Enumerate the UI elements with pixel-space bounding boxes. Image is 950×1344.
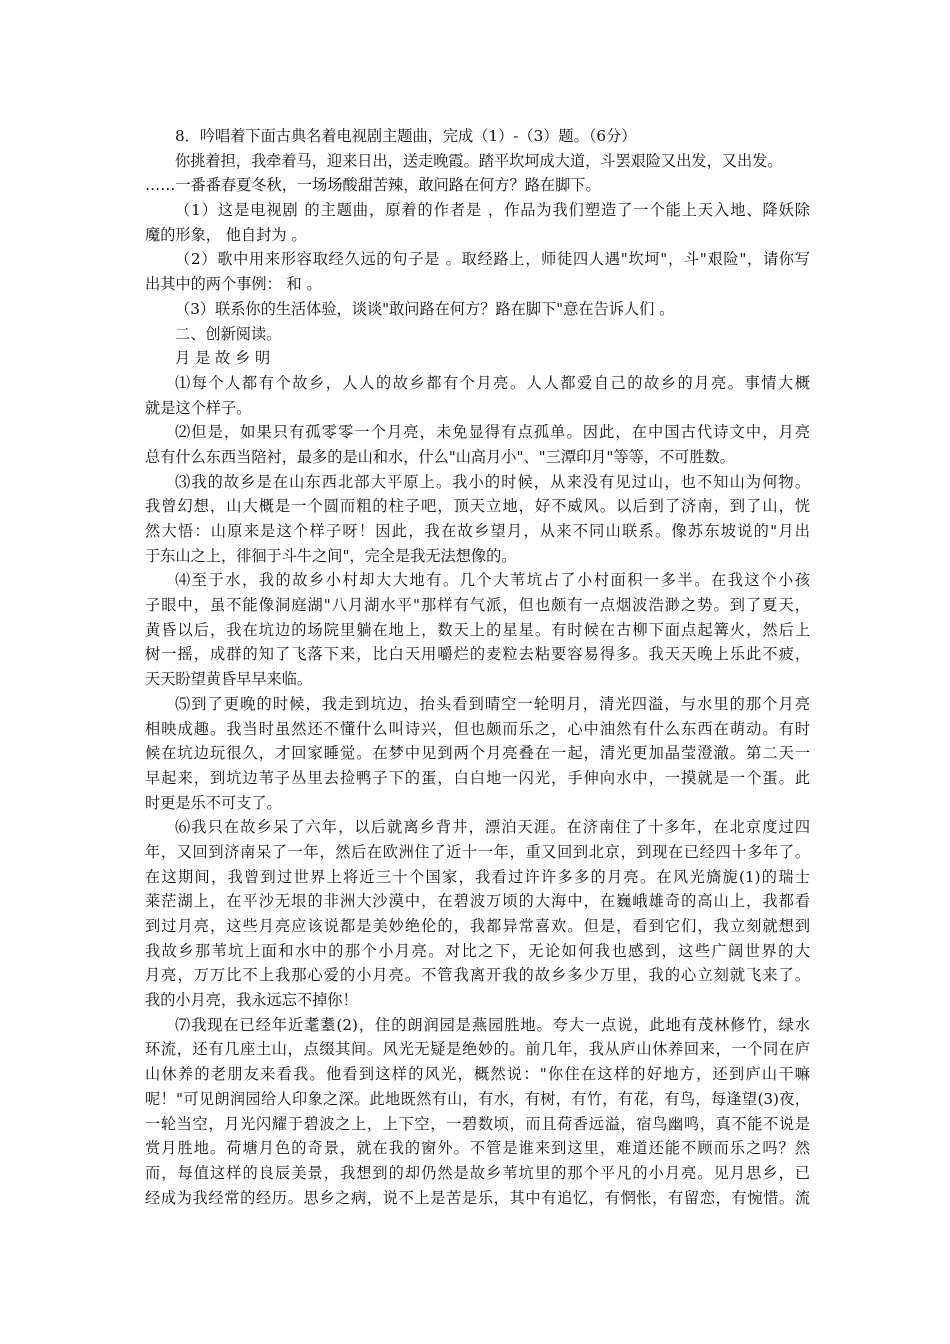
text-line: 环流，还有几座土山，点缀其间。风光无疑是绝妙的。前几年，我从庐山休养回来，一个同在庐 [145, 1040, 810, 1059]
text-line: 于东山之上，徘徊于斗牛之间"，完全是我无法想像的。 [145, 546, 517, 565]
text-line: 天天盼望黄昏早早来临。 [145, 670, 313, 689]
text-line: 在这期间，我曾到过世界上将近三十个国家，我看过许许多多的月亮。在风光旖旎(1)的瑞士 [145, 867, 810, 886]
text-line: 早起来，到坑边苇子丛里去捡鸭子下的蛋，白白地一闪光，手伸向水中，一摸就是一个蛋。此 [145, 768, 810, 787]
text-line: 莱茫湖上，在平沙无垠的非洲大沙漠中，在碧波万顷的大海中，在巍峨雄奇的高山上，我都看 [145, 892, 810, 911]
text-line: ⑷至于水，我的故乡小村却大大地有。几个大苇坑占了小村面积一多半。在我这个小孩 [175, 571, 810, 590]
text-line: 月 是 故 乡 明 [175, 349, 271, 368]
text-line: 魔的形象， 他自封为 。 [145, 225, 307, 244]
text-line: 月亮，万万比不上我那心爱的小月亮。不管我离开我的故乡多少万里，我的心立刻就飞来了。 [145, 966, 810, 985]
text-line: 而，每值这样的良辰美景，我想到的却仍然是故乡苇坑里的那个平凡的小月亮。见月思乡，已 [145, 1163, 810, 1182]
text-line: ……一番番春夏冬秋，一场场酸甜苦辣，敢问路在何方？路在脚下。 [145, 176, 601, 195]
text-line: 到过月亮，这些月亮应该说都是美妙绝伦的，我都异常喜欢。但是，看到它们，我立刻就想到 [145, 917, 810, 935]
text-line: 然大悟：山原来是这个样子呀！因此，我在故乡望月，从来不同山联系。像苏东坡说的"月出 [145, 522, 810, 540]
text-line: 子眼中，虽不能像洞庭湖"八月湖水平"那样有气派，但也颇有一点烟波浩渺之势。到了夏天， [145, 596, 810, 615]
text-line: ⑹我只在故乡呆了六年，以后就离乡背井，漂泊天涯。在济南住了十多年，在北京度过四 [175, 818, 810, 837]
text-line: 树一摇，成群的知了飞落下来，比白天用嚼烂的麦粒去粘要容易得多。我天天晚上乐此不疲， [145, 645, 810, 664]
text-line: 一轮当空，月光闪耀于碧波之上，上下空，一碧数顷，而且荷香远溢，宿鸟幽鸣，真不能不说是 [145, 1114, 810, 1133]
text-line: 年，又回到济南呆了一年，然后在欧洲住了近十一年，重又回到北京，到现在已经四十多年了。 [145, 842, 810, 861]
text-line: 相映成趣。我当时虽然还不懂什么叫诗兴，但也颇而乐之，心中油然有什么东西在萌动。有时 [145, 719, 810, 738]
text-line: 总有什么东西当陪衬，最多的是山和水，什么"山高月小"、"三潭印月"等等，不可胜数。 [145, 447, 735, 466]
text-line: 候在坑边玩很久，才回家睡觉。在梦中见到两个月亮叠在一起，清光更加晶莹澄澈。第二天一 [145, 744, 810, 763]
text-line: 就是这个样子。 [145, 398, 252, 417]
text-line: ⑵但是，如果只有孤零零一个月亮，未免显得有点孤单。因此，在中国古代诗文中，月亮 [175, 423, 810, 442]
text-line: ⑴每个人都有个故乡，人人的故乡都有个月亮。人人都爱自己的故乡的月亮。事情大概 [175, 373, 810, 392]
text-line: （2）歌中用来形容取经久远的句子是 。取经路上，师徒四人遇"坎坷"，斗"艰险"，请你写 [175, 250, 810, 269]
text-line: 山休养的老朋友来看我。他看到这样的风光，概然说："你住在这样的好地方，还到庐山干嘛 [145, 1065, 810, 1084]
text-line: ⑺我现在已经年近耄耋(2)，住的朗润园是燕园胜地。夸大一点说，此地有茂林修竹，绿水 [175, 1015, 810, 1034]
text-line: ⑶我的故乡是在山东西北部大平原上。我小的时候，从来没有见过山，也不知山为何物。 [175, 472, 810, 491]
text-line: 经成为我经常的经历。思乡之病，说不上是苦是乐，其中有追忆，有惘怅，有留恋，有惋惜。流 [145, 1188, 810, 1207]
text-line: 二、创新阅读。 [175, 324, 282, 343]
text-line: 出其中的两个事例： 和 。 [145, 275, 322, 294]
text-line: ⑸到了更晚的时候，我走到坑边，抬头看到晴空一轮明月，清光四溢，与水里的那个月亮 [175, 694, 810, 713]
text-line: 呢！"可见朗润园给人印象之深。此地既然有山，有水，有树，有竹，有花，有鸟，每逢望(3)夜， [145, 1089, 810, 1108]
text-line: 我的小月亮，我永远忘不掉你！ [145, 991, 358, 1010]
text-line: 我曾幻想，山大概是一个圆而粗的柱子吧，顶天立地，好不威风。以后到了济南，到了山，恍 [145, 497, 810, 516]
text-line: （3）联系你的生活体验，谈谈"敢问路在何方？路在脚下"意在告诉人们 。 [175, 299, 675, 318]
text-line: 赏月胜地。荷塘月色的奇景，就在我的窗外。不管是谁来到这里，难道还能不顾而乐之吗？然 [145, 1139, 810, 1158]
text-line: （1）这是电视剧 的主题曲，原着的作者是 ，作品为我们塑造了一个能上天入地、降妖除 [175, 201, 810, 220]
text-line: 时更是乐不可支了。 [145, 793, 282, 812]
text-line: 你挑着担，我牵着马，迎来日出，送走晚霞。踏平坎坷成大道，斗罢艰险又出发，又出发。 [175, 151, 783, 170]
text-line: 我故乡那苇坑上面和水中的那个小月亮。对比之下，无论如何我也感到，这些广阔世界的大 [145, 941, 810, 960]
text-line: 黄昏以后，我在坑边的场院里躺在地上，数天上的星星。有时候在古柳下面点起篝火，然后上 [145, 620, 810, 639]
document-page [145, 124, 810, 1210]
text-line: 8．吟唱着下面古典名着电视剧主题曲，完成（1）-（3）题。（6分） [175, 127, 637, 145]
